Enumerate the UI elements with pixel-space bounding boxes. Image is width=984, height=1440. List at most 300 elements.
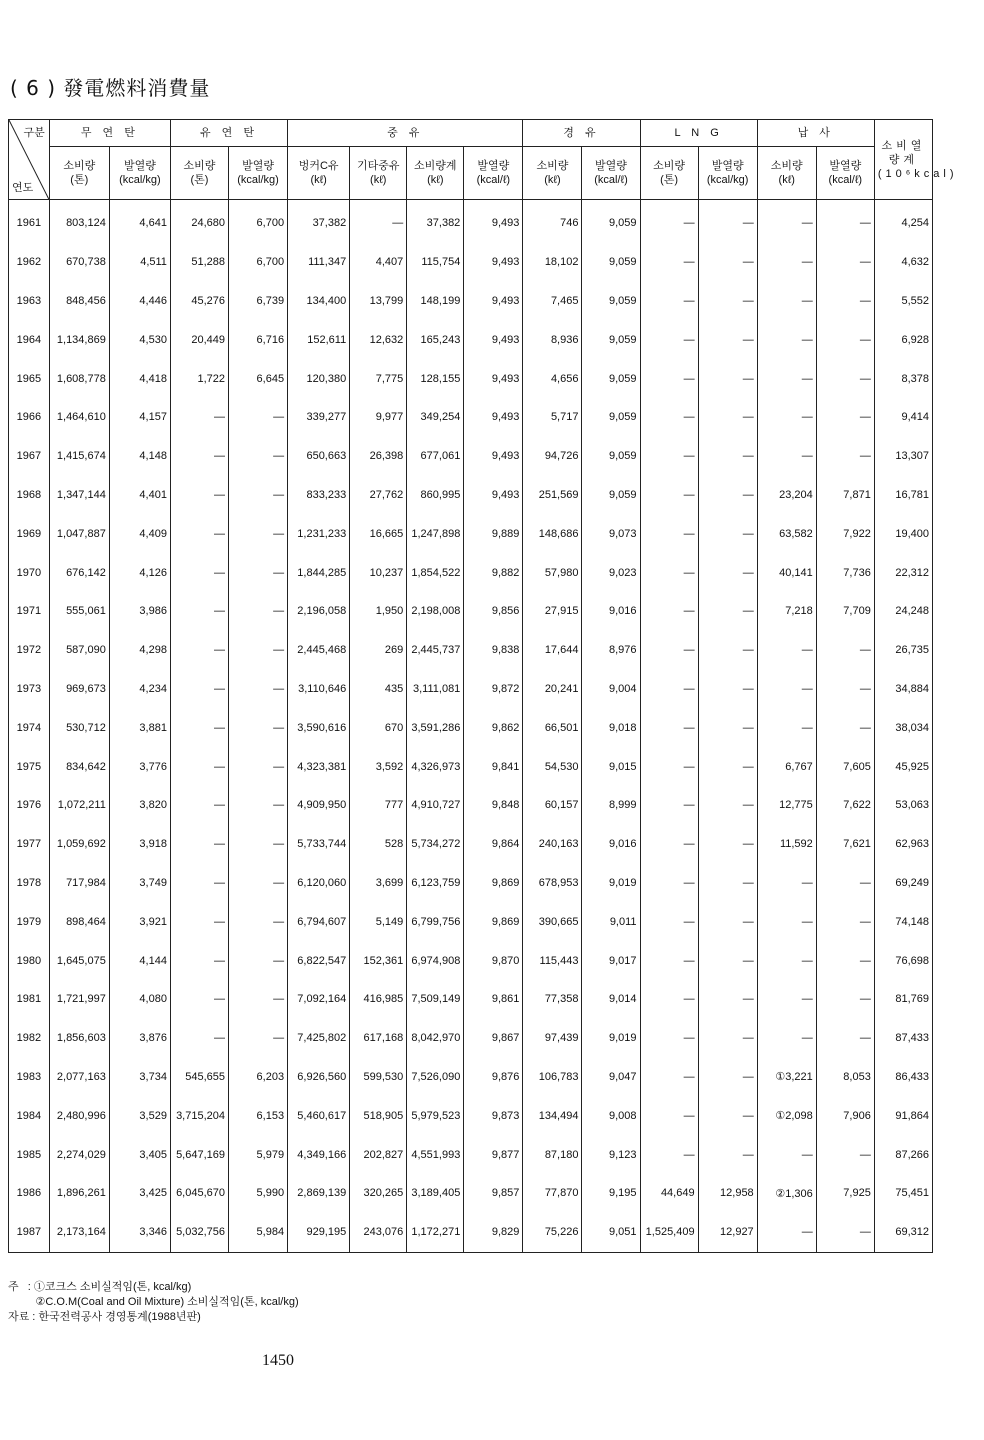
- table-cell: —: [640, 747, 698, 786]
- table-cell: —: [757, 708, 816, 747]
- table-cell: 9,016: [582, 825, 640, 864]
- table-cell: 134,400: [288, 282, 350, 321]
- table-row: [9, 243, 933, 282]
- table-cell: —: [816, 631, 874, 670]
- table-cell: —: [698, 553, 757, 592]
- table-cell: ②1,306: [757, 1174, 816, 1213]
- table-cell: 5,979,523: [407, 1096, 464, 1135]
- table-cell: 1,950: [350, 592, 407, 631]
- table-cell: —: [757, 864, 816, 903]
- group-header: 납 사: [757, 120, 874, 147]
- table-cell: 1,134,869: [49, 320, 109, 359]
- table-cell: —: [640, 980, 698, 1019]
- table-cell: —: [816, 670, 874, 709]
- table-cell: 74,148: [874, 902, 932, 941]
- table-cell: 12,958: [698, 1174, 757, 1213]
- table-cell: 4,656: [523, 359, 582, 398]
- table-cell: —: [757, 282, 816, 321]
- table-cell: 106,783: [523, 1058, 582, 1097]
- table-cell: 45,925: [874, 747, 932, 786]
- table-cell: —: [757, 1213, 816, 1252]
- table-cell: 9,493: [464, 359, 523, 398]
- table-cell: 13,799: [350, 282, 407, 321]
- table-cell: —: [640, 825, 698, 864]
- table-cell: 148,686: [523, 514, 582, 553]
- table-cell: 251,569: [523, 476, 582, 515]
- table-cell: —: [640, 359, 698, 398]
- column-header: 발열량 (kcal/kg): [229, 147, 288, 200]
- table-cell: 9,493: [464, 476, 523, 515]
- table-cell: 1,347,144: [49, 476, 109, 515]
- table-row: [9, 980, 933, 1019]
- year-cell: 1971: [9, 592, 50, 631]
- table-cell: 120,380: [288, 359, 350, 398]
- table-cell: 1,854,522: [407, 553, 464, 592]
- table-cell: 1,464,610: [49, 398, 109, 437]
- table-cell: 9,872: [464, 670, 523, 709]
- table-cell: —: [816, 941, 874, 980]
- table-cell: 9,873: [464, 1096, 523, 1135]
- table-cell: 848,456: [49, 282, 109, 321]
- table-cell: 7,218: [757, 592, 816, 631]
- table-cell: —: [816, 1135, 874, 1174]
- table-cell: 7,906: [816, 1096, 874, 1135]
- table-cell: —: [170, 747, 228, 786]
- table-cell: 2,445,737: [407, 631, 464, 670]
- total-header: 소비열량계 (10⁶kcal): [874, 120, 932, 200]
- table-cell: 9,014: [582, 980, 640, 1019]
- table-cell: —: [170, 476, 228, 515]
- table-cell: —: [698, 200, 757, 243]
- table-cell: 9,015: [582, 747, 640, 786]
- table-cell: 9,023: [582, 553, 640, 592]
- table-cell: —: [640, 1135, 698, 1174]
- group-header: 유 연 탄: [170, 120, 287, 147]
- table-cell: —: [170, 592, 228, 631]
- table-cell: 5,984: [229, 1213, 288, 1252]
- table-cell: 34,884: [874, 670, 932, 709]
- year-cell: 1970: [9, 553, 50, 592]
- table-cell: 4,323,381: [288, 747, 350, 786]
- table-cell: 202,827: [350, 1135, 407, 1174]
- table-cell: 969,673: [49, 670, 109, 709]
- table-cell: —: [757, 320, 816, 359]
- page-number: 1450: [262, 1352, 294, 1369]
- table-cell: —: [640, 514, 698, 553]
- table-cell: 9,869: [464, 864, 523, 903]
- table-cell: 717,984: [49, 864, 109, 903]
- table-cell: 9,876: [464, 1058, 523, 1097]
- table-cell: —: [170, 825, 228, 864]
- table-cell: —: [757, 200, 816, 243]
- table-cell: 4,349,166: [288, 1135, 350, 1174]
- table-cell: 1,247,898: [407, 514, 464, 553]
- table-cell: 148,199: [407, 282, 464, 321]
- table-row: [9, 708, 933, 747]
- table-cell: 5,979: [229, 1135, 288, 1174]
- table-cell: 3,918: [109, 825, 170, 864]
- table-cell: —: [640, 670, 698, 709]
- table-cell: 19,400: [874, 514, 932, 553]
- table-cell: —: [757, 398, 816, 437]
- table-cell: —: [640, 282, 698, 321]
- table-cell: 3,425: [109, 1174, 170, 1213]
- table-cell: —: [816, 708, 874, 747]
- table-cell: 23,204: [757, 476, 816, 515]
- column-header: 소비량 (톤): [49, 147, 109, 200]
- table-cell: 9,047: [582, 1058, 640, 1097]
- table-cell: —: [698, 1135, 757, 1174]
- table-cell: 6,767: [757, 747, 816, 786]
- table-cell: 9,017: [582, 941, 640, 980]
- table-cell: 349,254: [407, 398, 464, 437]
- year-cell: 1987: [9, 1213, 50, 1252]
- group-header: 경 유: [523, 120, 640, 147]
- table-cell: 555,061: [49, 592, 109, 631]
- table-cell: —: [816, 864, 874, 903]
- table-cell: —: [170, 670, 228, 709]
- year-cell: 1962: [9, 243, 50, 282]
- table-row: [9, 825, 933, 864]
- table-cell: —: [816, 359, 874, 398]
- table-cell: 7,425,802: [288, 1019, 350, 1058]
- table-cell: —: [698, 320, 757, 359]
- table-cell: —: [816, 243, 874, 282]
- table-cell: 3,592: [350, 747, 407, 786]
- table-cell: 3,820: [109, 786, 170, 825]
- table-cell: —: [816, 398, 874, 437]
- table-cell: 9,889: [464, 514, 523, 553]
- table-cell: 9,838: [464, 631, 523, 670]
- table-cell: —: [640, 398, 698, 437]
- table-row: [9, 320, 933, 359]
- table-cell: 1,059,692: [49, 825, 109, 864]
- table-cell: —: [229, 864, 288, 903]
- table-cell: 9,019: [582, 1019, 640, 1058]
- table-cell: —: [640, 437, 698, 476]
- table-cell: 4,407: [350, 243, 407, 282]
- table-cell: 7,925: [816, 1174, 874, 1213]
- table-cell: 94,726: [523, 437, 582, 476]
- table-cell: —: [640, 200, 698, 243]
- table-cell: 57,980: [523, 553, 582, 592]
- table-cell: 1,072,211: [49, 786, 109, 825]
- table-cell: —: [229, 631, 288, 670]
- table-cell: 26,398: [350, 437, 407, 476]
- column-header: 소비량 (톤): [640, 147, 698, 200]
- table-cell: —: [816, 200, 874, 243]
- column-header: 기타중유 (kℓ): [350, 147, 407, 200]
- table-cell: 9,493: [464, 282, 523, 321]
- table-cell: 62,963: [874, 825, 932, 864]
- table-cell: 746: [523, 200, 582, 243]
- table-cell: 5,733,744: [288, 825, 350, 864]
- table-cell: 7,709: [816, 592, 874, 631]
- table-cell: —: [757, 670, 816, 709]
- table-cell: —: [698, 708, 757, 747]
- table-cell: —: [640, 708, 698, 747]
- table-cell: 9,073: [582, 514, 640, 553]
- table-cell: —: [698, 1058, 757, 1097]
- table-cell: 8,378: [874, 359, 932, 398]
- table-cell: 37,382: [407, 200, 464, 243]
- table-cell: 4,418: [109, 359, 170, 398]
- table-cell: 20,449: [170, 320, 228, 359]
- table-cell: 11,592: [757, 825, 816, 864]
- table-cell: 9,867: [464, 1019, 523, 1058]
- table-cell: 518,905: [350, 1096, 407, 1135]
- table-cell: —: [640, 1058, 698, 1097]
- table-cell: 6,794,607: [288, 902, 350, 941]
- table-cell: 165,243: [407, 320, 464, 359]
- table-row: [9, 1174, 933, 1213]
- table-cell: 2,173,164: [49, 1213, 109, 1252]
- table-cell: 3,881: [109, 708, 170, 747]
- table-cell: 27,915: [523, 592, 582, 631]
- table-cell: 77,870: [523, 1174, 582, 1213]
- table-cell: 677,061: [407, 437, 464, 476]
- table-cell: 3,715,204: [170, 1096, 228, 1135]
- table-cell: 9,004: [582, 670, 640, 709]
- year-cell: 1973: [9, 670, 50, 709]
- table-cell: 5,734,272: [407, 825, 464, 864]
- table-cell: 4,910,727: [407, 786, 464, 825]
- table-row: [9, 282, 933, 321]
- table-cell: 6,926,560: [288, 1058, 350, 1097]
- table-cell: 6,045,670: [170, 1174, 228, 1213]
- table-cell: 9,059: [582, 243, 640, 282]
- table-cell: 9,829: [464, 1213, 523, 1252]
- table-cell: —: [350, 200, 407, 243]
- table-cell: 9,011: [582, 902, 640, 941]
- table-cell: —: [757, 243, 816, 282]
- table-cell: —: [816, 320, 874, 359]
- year-cell: 1961: [9, 200, 50, 243]
- table-cell: 599,530: [350, 1058, 407, 1097]
- table-cell: 6,928: [874, 320, 932, 359]
- table-cell: 3,111,081: [407, 670, 464, 709]
- table-cell: 9,016: [582, 592, 640, 631]
- table-cell: 678,953: [523, 864, 582, 903]
- table-row: [9, 359, 933, 398]
- year-cell: 1984: [9, 1096, 50, 1135]
- table-cell: —: [229, 747, 288, 786]
- table-cell: 8,053: [816, 1058, 874, 1097]
- table-cell: 777: [350, 786, 407, 825]
- table-row: [9, 1135, 933, 1174]
- table-cell: 269: [350, 631, 407, 670]
- table-cell: —: [816, 902, 874, 941]
- year-cell: 1963: [9, 282, 50, 321]
- table-cell: 4,401: [109, 476, 170, 515]
- table-cell: 9,059: [582, 476, 640, 515]
- table-cell: —: [170, 631, 228, 670]
- year-cell: 1972: [9, 631, 50, 670]
- table-cell: 929,195: [288, 1213, 350, 1252]
- footnote-1: 주 : ①코크스 소비실적임(톤, kcal/kg): [8, 1281, 192, 1293]
- table-cell: 9,059: [582, 282, 640, 321]
- table-cell: 66,501: [523, 708, 582, 747]
- table-cell: —: [640, 592, 698, 631]
- group-header: 중 유: [288, 120, 523, 147]
- corner-label-year: 연도: [12, 182, 34, 194]
- table-cell: 339,277: [288, 398, 350, 437]
- table-cell: 10,237: [350, 553, 407, 592]
- table-cell: —: [640, 243, 698, 282]
- table-cell: 6,120,060: [288, 864, 350, 903]
- table-cell: 4,080: [109, 980, 170, 1019]
- table-cell: 4,530: [109, 320, 170, 359]
- table-cell: 4,409: [109, 514, 170, 553]
- table-row: [9, 786, 933, 825]
- table-cell: —: [640, 864, 698, 903]
- table-cell: 75,226: [523, 1213, 582, 1252]
- table-cell: —: [698, 282, 757, 321]
- table-cell: 8,976: [582, 631, 640, 670]
- table-cell: 2,274,029: [49, 1135, 109, 1174]
- table-cell: —: [757, 902, 816, 941]
- table-cell: 7,736: [816, 553, 874, 592]
- table-cell: —: [698, 1019, 757, 1058]
- table-cell: —: [698, 747, 757, 786]
- year-cell: 1968: [9, 476, 50, 515]
- table-cell: 650,663: [288, 437, 350, 476]
- table-cell: 4,446: [109, 282, 170, 321]
- table-cell: 1,608,778: [49, 359, 109, 398]
- table-cell: 530,712: [49, 708, 109, 747]
- table-cell: 7,092,164: [288, 980, 350, 1019]
- table-cell: 3,776: [109, 747, 170, 786]
- table-cell: —: [816, 282, 874, 321]
- table-cell: —: [229, 708, 288, 747]
- table-cell: 24,680: [170, 200, 228, 243]
- table-cell: 5,460,617: [288, 1096, 350, 1135]
- header-corner: [9, 120, 50, 200]
- table-cell: 3,189,405: [407, 1174, 464, 1213]
- table-cell: 60,157: [523, 786, 582, 825]
- table-cell: 3,734: [109, 1058, 170, 1097]
- column-header: 소비량 (톤): [170, 147, 228, 200]
- table-cell: 152,611: [288, 320, 350, 359]
- table-cell: 1,645,075: [49, 941, 109, 980]
- table-cell: 2,198,008: [407, 592, 464, 631]
- table-cell: 4,144: [109, 941, 170, 980]
- table-cell: 1,231,233: [288, 514, 350, 553]
- column-header: 발열량 (kcal/ℓ): [464, 147, 523, 200]
- table-cell: 3,110,646: [288, 670, 350, 709]
- table-cell: 7,465: [523, 282, 582, 321]
- table-cell: —: [640, 553, 698, 592]
- column-header: 소비량 (kℓ): [757, 147, 816, 200]
- table-cell: 134,494: [523, 1096, 582, 1135]
- table-cell: 320,265: [350, 1174, 407, 1213]
- table-cell: —: [816, 1213, 874, 1252]
- table-cell: —: [229, 670, 288, 709]
- table-cell: 670,738: [49, 243, 109, 282]
- table-cell: 91,864: [874, 1096, 932, 1135]
- source-note: 자료 : 한국전력공사 경영통계(1988년판): [8, 1311, 201, 1323]
- year-cell: 1967: [9, 437, 50, 476]
- table-cell: —: [816, 1019, 874, 1058]
- table-cell: 12,927: [698, 1213, 757, 1252]
- table-cell: 51,288: [170, 243, 228, 282]
- table-cell: 37,382: [288, 200, 350, 243]
- year-cell: 1983: [9, 1058, 50, 1097]
- table-cell: 243,076: [350, 1213, 407, 1252]
- table-cell: 87,180: [523, 1135, 582, 1174]
- table-cell: 5,717: [523, 398, 582, 437]
- table-cell: —: [698, 670, 757, 709]
- year-cell: 1965: [9, 359, 50, 398]
- table-cell: 69,249: [874, 864, 932, 903]
- table-cell: 9,059: [582, 200, 640, 243]
- table-cell: —: [170, 902, 228, 941]
- table-cell: 16,781: [874, 476, 932, 515]
- table-cell: 4,254: [874, 200, 932, 243]
- table-cell: —: [170, 514, 228, 553]
- table-cell: 9,493: [464, 398, 523, 437]
- table-cell: —: [170, 398, 228, 437]
- table-cell: 97,439: [523, 1019, 582, 1058]
- table-cell: 9,059: [582, 359, 640, 398]
- column-header: 소비량계 (kℓ): [407, 147, 464, 200]
- table-cell: 24,248: [874, 592, 932, 631]
- table-cell: —: [698, 864, 757, 903]
- table-cell: 18,102: [523, 243, 582, 282]
- table-cell: 20,241: [523, 670, 582, 709]
- table-cell: —: [170, 980, 228, 1019]
- table-cell: —: [757, 437, 816, 476]
- table-cell: 9,861: [464, 980, 523, 1019]
- year-cell: 1979: [9, 902, 50, 941]
- table-cell: 40,141: [757, 553, 816, 592]
- table-cell: 16,665: [350, 514, 407, 553]
- table-row: [9, 1096, 933, 1135]
- table-cell: 8,042,970: [407, 1019, 464, 1058]
- table-cell: 545,655: [170, 1058, 228, 1097]
- table-cell: 1,525,409: [640, 1213, 698, 1252]
- group-header: L N G: [640, 120, 757, 147]
- table-cell: 4,326,973: [407, 747, 464, 786]
- table-cell: 1,856,603: [49, 1019, 109, 1058]
- table-cell: 1,722: [170, 359, 228, 398]
- table-cell: 5,647,169: [170, 1135, 228, 1174]
- table-cell: 1,721,997: [49, 980, 109, 1019]
- table-cell: 4,909,950: [288, 786, 350, 825]
- table-cell: 2,869,139: [288, 1174, 350, 1213]
- table-cell: 3,986: [109, 592, 170, 631]
- table-cell: —: [757, 631, 816, 670]
- table-cell: 7,621: [816, 825, 874, 864]
- table-cell: —: [229, 1019, 288, 1058]
- table-cell: —: [229, 553, 288, 592]
- table-cell: 69,312: [874, 1213, 932, 1252]
- table-cell: —: [698, 359, 757, 398]
- table-cell: —: [229, 398, 288, 437]
- table-row: [9, 476, 933, 515]
- table-cell: 6,645: [229, 359, 288, 398]
- table-cell: —: [698, 631, 757, 670]
- column-header: 소비량 (kℓ): [523, 147, 582, 200]
- year-cell: 1976: [9, 786, 50, 825]
- table-cell: 3,876: [109, 1019, 170, 1058]
- table-cell: —: [698, 902, 757, 941]
- table-cell: 1,844,285: [288, 553, 350, 592]
- table-cell: 128,155: [407, 359, 464, 398]
- table-cell: 6,700: [229, 243, 288, 282]
- table-cell: 4,234: [109, 670, 170, 709]
- table-cell: 9,882: [464, 553, 523, 592]
